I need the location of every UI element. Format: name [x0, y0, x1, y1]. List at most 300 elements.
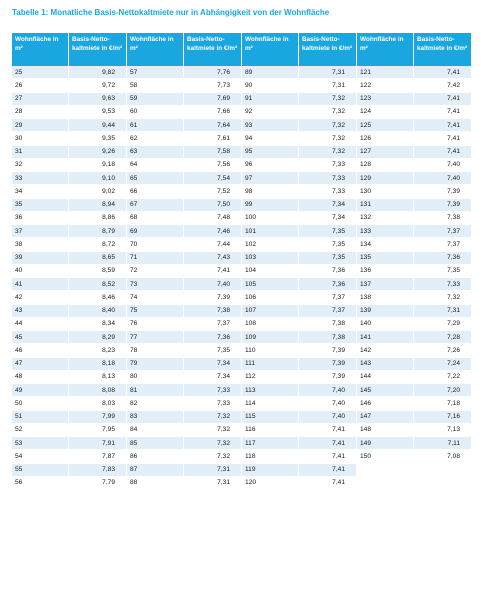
area-cell: 115 — [242, 411, 299, 424]
area-cell: 41 — [12, 278, 69, 291]
area-cell: 117 — [242, 437, 299, 450]
rent-cell: 8,13 — [69, 371, 127, 384]
area-cell: 77 — [127, 331, 184, 344]
area-cell: 96 — [242, 159, 299, 172]
rent-cell: 7,64 — [184, 119, 242, 132]
table-row — [12, 291, 472, 304]
area-cell: 47 — [12, 358, 69, 371]
area-cell: 37 — [12, 225, 69, 238]
area-cell: 60 — [127, 106, 184, 119]
table-row — [12, 93, 472, 106]
area-cell: 74 — [127, 291, 184, 304]
area-cell: 39 — [12, 252, 69, 265]
area-cell: 93 — [242, 119, 299, 132]
area-cell: 50 — [12, 397, 69, 410]
rent-cell: 7,33 — [299, 185, 357, 198]
area-cell: 108 — [242, 318, 299, 331]
table-row — [12, 119, 472, 132]
rent-cell: 7,73 — [184, 79, 242, 92]
table-row — [12, 79, 472, 92]
area-cell: 27 — [12, 93, 69, 106]
header-rent-2: Basis-Netto-kaltmiete in €/m² — [184, 33, 242, 66]
rent-cell: 7,31 — [184, 477, 242, 490]
table-row — [12, 172, 472, 185]
area-cell: 100 — [242, 212, 299, 225]
rent-cell: 8,59 — [69, 265, 127, 278]
area-cell: 55 — [12, 464, 69, 477]
table-row — [12, 305, 472, 318]
rent-cell: 7,56 — [184, 159, 242, 172]
table-row — [12, 371, 472, 384]
rent-table — [12, 33, 472, 490]
rent-cell: 7,39 — [184, 291, 242, 304]
area-cell: 48 — [12, 371, 69, 384]
area-cell: 105 — [242, 278, 299, 291]
rent-cell: 8,46 — [69, 291, 127, 304]
area-cell: 144 — [357, 371, 414, 384]
table-row — [12, 344, 472, 357]
rent-cell: 7,39 — [414, 185, 472, 198]
area-cell: 147 — [357, 411, 414, 424]
area-cell: 106 — [242, 291, 299, 304]
rent-cell: 7,20 — [414, 384, 472, 397]
rent-cell: 8,72 — [69, 238, 127, 251]
rent-cell: 7,36 — [184, 331, 242, 344]
rent-cell: 7,37 — [414, 238, 472, 251]
area-cell: 129 — [357, 172, 414, 185]
area-cell: 30 — [12, 132, 69, 145]
area-cell: 99 — [242, 199, 299, 212]
table-row — [12, 450, 472, 463]
area-cell: 123 — [357, 93, 414, 106]
rent-cell: 8,94 — [69, 199, 127, 212]
rent-cell: 7,87 — [69, 450, 127, 463]
rent-cell: 7,32 — [184, 424, 242, 437]
rent-cell: 7,11 — [414, 437, 472, 450]
rent-cell: 7,38 — [299, 331, 357, 344]
area-cell: 137 — [357, 278, 414, 291]
table-row — [12, 265, 472, 278]
area-cell: 149 — [357, 437, 414, 450]
rent-cell: 7,37 — [184, 318, 242, 331]
rent-cell: 7,33 — [414, 278, 472, 291]
rent-cell: 7,31 — [184, 464, 242, 477]
rent-cell: 7,39 — [299, 344, 357, 357]
area-cell: 26 — [12, 79, 69, 92]
area-cell: 73 — [127, 278, 184, 291]
area-cell: 80 — [127, 371, 184, 384]
area-cell: 111 — [242, 358, 299, 371]
area-cell: 120 — [242, 477, 299, 490]
rent-cell: 7,32 — [414, 291, 472, 304]
area-cell: 98 — [242, 185, 299, 198]
rent-cell: 7,36 — [414, 252, 472, 265]
rent-cell: 7,38 — [414, 212, 472, 225]
table-row — [12, 225, 472, 238]
rent-cell: 9,72 — [69, 79, 127, 92]
area-cell: 91 — [242, 93, 299, 106]
rent-cell: 7,41 — [414, 93, 472, 106]
area-cell: 76 — [127, 318, 184, 331]
rent-cell: 9,02 — [69, 185, 127, 198]
area-cell: 87 — [127, 464, 184, 477]
rent-cell: 7,39 — [299, 371, 357, 384]
rent-cell: 7,32 — [299, 106, 357, 119]
area-cell: 46 — [12, 344, 69, 357]
area-cell: 82 — [127, 397, 184, 410]
area-cell: 29 — [12, 119, 69, 132]
rent-cell: 7,35 — [184, 344, 242, 357]
table-row — [12, 437, 472, 450]
table-row — [12, 477, 472, 490]
rent-cell: 7,32 — [184, 450, 242, 463]
rent-cell: 7,40 — [299, 384, 357, 397]
area-cell: 72 — [127, 265, 184, 278]
area-cell: 32 — [12, 159, 69, 172]
rent-cell: 7,41 — [414, 132, 472, 145]
rent-cell: 7,95 — [69, 424, 127, 437]
area-cell: 104 — [242, 265, 299, 278]
area-cell: 127 — [357, 146, 414, 159]
rent-cell: 7,32 — [184, 411, 242, 424]
rent-cell: 7,54 — [184, 172, 242, 185]
rent-cell: 7,69 — [184, 93, 242, 106]
rent-cell: 7,34 — [184, 371, 242, 384]
area-cell: 150 — [357, 450, 414, 463]
area-cell: 118 — [242, 450, 299, 463]
rent-cell: 7,33 — [184, 397, 242, 410]
area-cell: 122 — [357, 79, 414, 92]
rent-cell: 8,79 — [69, 225, 127, 238]
rent-cell: 7,79 — [69, 477, 127, 490]
area-cell: 101 — [242, 225, 299, 238]
area-cell: 61 — [127, 119, 184, 132]
table-row — [12, 358, 472, 371]
area-cell: 103 — [242, 252, 299, 265]
rent-cell: 9,35 — [69, 132, 127, 145]
rent-cell: 7,36 — [299, 278, 357, 291]
area-cell: 132 — [357, 212, 414, 225]
rent-cell: 7,40 — [414, 172, 472, 185]
rent-cell: 7,41 — [299, 464, 357, 477]
area-cell: 83 — [127, 411, 184, 424]
area-cell: 49 — [12, 384, 69, 397]
rent-cell: 7,22 — [414, 371, 472, 384]
rent-cell: 7,41 — [184, 265, 242, 278]
area-cell: 68 — [127, 212, 184, 225]
area-cell: 88 — [127, 477, 184, 490]
area-cell: 143 — [357, 358, 414, 371]
table-row — [12, 66, 472, 79]
area-cell: 54 — [12, 450, 69, 463]
rent-cell: 7,32 — [299, 119, 357, 132]
rent-cell: 7,37 — [299, 305, 357, 318]
rent-cell: 7,24 — [414, 358, 472, 371]
table-row — [12, 146, 472, 159]
rent-cell: 7,37 — [414, 225, 472, 238]
table-row — [12, 199, 472, 212]
rent-cell: 7,35 — [299, 225, 357, 238]
rent-cell: 8,86 — [69, 212, 127, 225]
area-cell: 146 — [357, 397, 414, 410]
table-row — [12, 384, 472, 397]
rent-cell: 8,29 — [69, 331, 127, 344]
area-cell: 119 — [242, 464, 299, 477]
area-cell: 140 — [357, 318, 414, 331]
rent-cell: 7,83 — [69, 464, 127, 477]
rent-cell: 9,53 — [69, 106, 127, 119]
rent-cell: 7,34 — [299, 199, 357, 212]
table-row — [12, 132, 472, 145]
area-cell: 90 — [242, 79, 299, 92]
rent-cell: 8,34 — [69, 318, 127, 331]
empty-cell — [414, 477, 472, 490]
table-header-row — [12, 33, 472, 66]
area-cell: 84 — [127, 424, 184, 437]
area-cell: 133 — [357, 225, 414, 238]
rent-cell: 8,08 — [69, 384, 127, 397]
area-cell: 28 — [12, 106, 69, 119]
rent-cell: 7,08 — [414, 450, 472, 463]
area-cell: 134 — [357, 238, 414, 251]
area-cell: 70 — [127, 238, 184, 251]
rent-cell: 7,38 — [184, 305, 242, 318]
rent-cell: 9,63 — [69, 93, 127, 106]
area-cell: 40 — [12, 265, 69, 278]
rent-cell: 7,32 — [184, 437, 242, 450]
area-cell: 110 — [242, 344, 299, 357]
header-area-3: Wohnfläche in m² — [242, 33, 299, 66]
table-row — [12, 331, 472, 344]
area-cell: 125 — [357, 119, 414, 132]
rent-cell: 7,16 — [414, 411, 472, 424]
rent-cell: 7,41 — [414, 66, 472, 79]
rent-cell: 7,36 — [299, 265, 357, 278]
rent-cell: 7,61 — [184, 132, 242, 145]
header-rent-1: Basis-Netto-kaltmiete in €/m² — [69, 33, 127, 66]
table-row — [12, 238, 472, 251]
rent-table-container — [12, 33, 471, 490]
table-row — [12, 159, 472, 172]
area-cell: 126 — [357, 132, 414, 145]
rent-cell: 7,41 — [414, 146, 472, 159]
area-cell: 36 — [12, 212, 69, 225]
rent-cell: 8,40 — [69, 305, 127, 318]
header-area-4: Wohnfläche in m² — [357, 33, 414, 66]
area-cell: 45 — [12, 331, 69, 344]
rent-cell: 7,41 — [299, 450, 357, 463]
rent-cell: 9,18 — [69, 159, 127, 172]
area-cell: 38 — [12, 238, 69, 251]
rent-cell: 7,41 — [299, 437, 357, 450]
area-cell: 56 — [12, 477, 69, 490]
area-cell: 136 — [357, 265, 414, 278]
rent-cell: 7,43 — [184, 252, 242, 265]
area-cell: 51 — [12, 411, 69, 424]
area-cell: 79 — [127, 358, 184, 371]
rent-cell: 7,33 — [299, 159, 357, 172]
rent-cell: 7,42 — [414, 79, 472, 92]
area-cell: 86 — [127, 450, 184, 463]
table-row — [12, 278, 472, 291]
rent-cell: 8,23 — [69, 344, 127, 357]
area-cell: 107 — [242, 305, 299, 318]
rent-cell: 7,41 — [299, 424, 357, 437]
area-cell: 66 — [127, 185, 184, 198]
rent-cell: 7,41 — [299, 477, 357, 490]
table-row — [12, 424, 472, 437]
rent-cell: 7,35 — [299, 252, 357, 265]
area-cell: 97 — [242, 172, 299, 185]
rent-cell: 7,31 — [299, 79, 357, 92]
rent-cell: 7,40 — [299, 411, 357, 424]
area-cell: 64 — [127, 159, 184, 172]
rent-cell: 9,82 — [69, 66, 127, 79]
rent-cell: 7,48 — [184, 212, 242, 225]
rent-cell: 9,10 — [69, 172, 127, 185]
area-cell: 42 — [12, 291, 69, 304]
area-cell: 92 — [242, 106, 299, 119]
rent-cell: 8,03 — [69, 397, 127, 410]
rent-cell: 7,39 — [414, 199, 472, 212]
rent-cell: 7,46 — [184, 225, 242, 238]
area-cell: 114 — [242, 397, 299, 410]
area-cell: 148 — [357, 424, 414, 437]
rent-cell: 7,44 — [184, 238, 242, 251]
empty-cell — [414, 464, 472, 477]
rent-cell: 8,65 — [69, 252, 127, 265]
area-cell: 81 — [127, 384, 184, 397]
area-cell: 112 — [242, 371, 299, 384]
area-cell: 44 — [12, 318, 69, 331]
area-cell: 139 — [357, 305, 414, 318]
rent-cell: 7,41 — [414, 106, 472, 119]
area-cell: 34 — [12, 185, 69, 198]
area-cell: 113 — [242, 384, 299, 397]
rent-cell: 7,32 — [299, 146, 357, 159]
rent-cell: 7,40 — [184, 278, 242, 291]
header-area-1: Wohnfläche in m² — [12, 33, 69, 66]
rent-cell: 7,33 — [299, 172, 357, 185]
header-rent-3: Basis-Netto-kaltmiete in €/m² — [299, 33, 357, 66]
rent-cell: 7,33 — [184, 384, 242, 397]
rent-cell: 7,76 — [184, 66, 242, 79]
area-cell: 138 — [357, 291, 414, 304]
area-cell: 25 — [12, 66, 69, 79]
area-cell: 31 — [12, 146, 69, 159]
area-cell: 121 — [357, 66, 414, 79]
area-cell: 59 — [127, 93, 184, 106]
rent-cell: 7,13 — [414, 424, 472, 437]
rent-cell: 7,31 — [299, 66, 357, 79]
rent-cell: 7,35 — [299, 238, 357, 251]
area-cell: 145 — [357, 384, 414, 397]
area-cell: 78 — [127, 344, 184, 357]
header-area-2: Wohnfläche in m² — [127, 33, 184, 66]
area-cell: 69 — [127, 225, 184, 238]
rent-cell: 7,29 — [414, 318, 472, 331]
area-cell: 43 — [12, 305, 69, 318]
rent-cell: 7,32 — [299, 132, 357, 145]
rent-cell: 7,28 — [414, 331, 472, 344]
empty-cell — [357, 477, 414, 490]
area-cell: 58 — [127, 79, 184, 92]
area-cell: 102 — [242, 238, 299, 251]
table-row — [12, 252, 472, 265]
area-cell: 130 — [357, 185, 414, 198]
area-cell: 116 — [242, 424, 299, 437]
area-cell: 141 — [357, 331, 414, 344]
rent-cell: 7,34 — [299, 212, 357, 225]
area-cell: 131 — [357, 199, 414, 212]
rent-cell: 9,26 — [69, 146, 127, 159]
area-cell: 89 — [242, 66, 299, 79]
rent-cell: 7,35 — [414, 265, 472, 278]
rent-cell: 7,66 — [184, 106, 242, 119]
rent-cell: 7,58 — [184, 146, 242, 159]
area-cell: 109 — [242, 331, 299, 344]
table-row — [12, 464, 472, 477]
rent-cell: 7,32 — [299, 93, 357, 106]
empty-cell — [357, 464, 414, 477]
rent-cell: 8,52 — [69, 278, 127, 291]
rent-cell: 7,38 — [299, 318, 357, 331]
rent-cell: 7,31 — [414, 305, 472, 318]
area-cell: 135 — [357, 252, 414, 265]
area-cell: 62 — [127, 132, 184, 145]
area-cell: 142 — [357, 344, 414, 357]
table-row — [12, 318, 472, 331]
header-rent-4: Basis-Netto-kaltmiete in €/m² — [414, 33, 472, 66]
rent-cell: 7,18 — [414, 397, 472, 410]
area-cell: 35 — [12, 199, 69, 212]
rent-cell: 7,39 — [299, 358, 357, 371]
area-cell: 124 — [357, 106, 414, 119]
rent-cell: 7,26 — [414, 344, 472, 357]
area-cell: 128 — [357, 159, 414, 172]
table-row — [12, 212, 472, 225]
rent-cell: 7,50 — [184, 199, 242, 212]
table-row — [12, 185, 472, 198]
rent-cell: 7,34 — [184, 358, 242, 371]
rent-cell: 7,37 — [299, 291, 357, 304]
rent-cell: 7,99 — [69, 411, 127, 424]
rent-cell: 7,52 — [184, 185, 242, 198]
rent-cell: 7,41 — [414, 119, 472, 132]
area-cell: 75 — [127, 305, 184, 318]
rent-cell: 7,40 — [414, 159, 472, 172]
table-body — [12, 66, 472, 490]
rent-cell: 7,91 — [69, 437, 127, 450]
table-row — [12, 397, 472, 410]
area-cell: 85 — [127, 437, 184, 450]
area-cell: 94 — [242, 132, 299, 145]
area-cell: 71 — [127, 252, 184, 265]
rent-cell: 7,40 — [299, 397, 357, 410]
area-cell: 52 — [12, 424, 69, 437]
table-row — [12, 106, 472, 119]
rent-cell: 9,44 — [69, 119, 127, 132]
area-cell: 53 — [12, 437, 69, 450]
table-title: Tabelle 1: Monatliche Basis-Nettokaltmiete nur in Abhängigkeit von der Wohnfläche — [12, 8, 330, 17]
rent-cell: 8,18 — [69, 358, 127, 371]
area-cell: 65 — [127, 172, 184, 185]
area-cell: 95 — [242, 146, 299, 159]
table-row — [12, 411, 472, 424]
area-cell: 57 — [127, 66, 184, 79]
area-cell: 67 — [127, 199, 184, 212]
area-cell: 63 — [127, 146, 184, 159]
